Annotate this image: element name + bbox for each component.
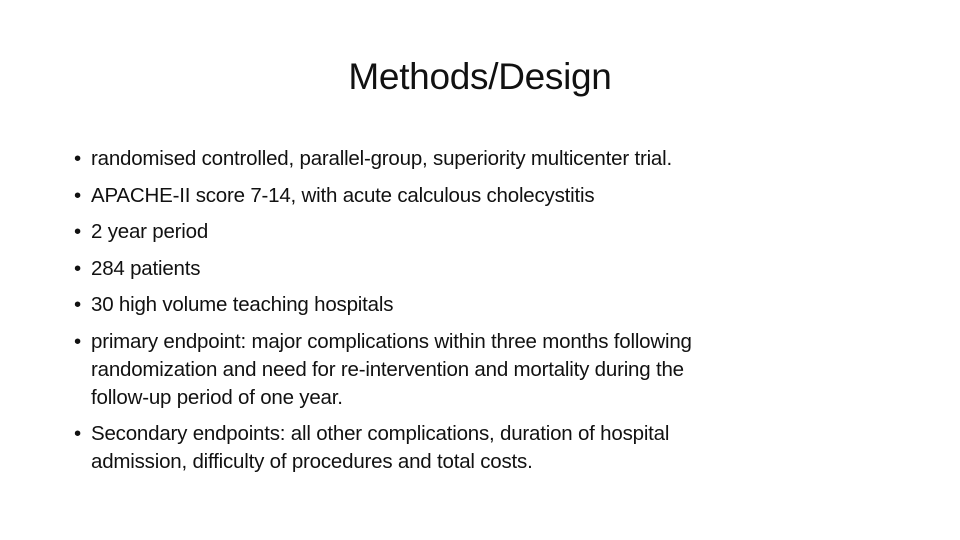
- bullet-icon: •: [74, 147, 81, 170]
- bullet-item: [74, 145, 934, 173]
- bullet-text-line: 2 year period: [91, 220, 209, 243]
- bullet-text-line: 30 high volume teaching hospitals: [91, 293, 394, 316]
- bullet-icon: •: [74, 183, 81, 207]
- bullet-text-line: follow-up period of one year.: [91, 385, 343, 409]
- bullet-text-line: randomised controlled, parallel-group, superiority multicenter trial.: [91, 147, 672, 170]
- bullet-text-line: APACHE-II score 7-14, with acute calculous cholecystitis: [91, 183, 595, 207]
- bullet-text-line: randomization and need for re-intervention and mortality during the: [91, 357, 684, 381]
- bullet-item: [74, 291, 934, 319]
- bullet-icon: •: [74, 329, 81, 353]
- bullet-text-line: 284 patients: [91, 256, 201, 280]
- bullet-icon: •: [74, 293, 81, 316]
- bullet-item: [74, 218, 934, 246]
- bullet-text-line: admission, difficulty of procedures and total costs.: [91, 450, 533, 473]
- slide-title: Methods/Design: [348, 56, 612, 97]
- bullet-icon: •: [74, 256, 81, 280]
- bullet-item: [74, 255, 934, 283]
- bullet-icon: •: [74, 220, 81, 243]
- bullet-icon: •: [74, 422, 81, 445]
- bullet-item: [74, 328, 934, 412]
- bullet-text-line: primary endpoint: major complications within three months following: [91, 329, 692, 353]
- bullet-list: [74, 145, 934, 485]
- bullet-item: [74, 182, 934, 210]
- bullet-text-line: Secondary endpoints: all other complications, duration of hospital: [91, 422, 670, 445]
- bullet-item: [74, 420, 934, 476]
